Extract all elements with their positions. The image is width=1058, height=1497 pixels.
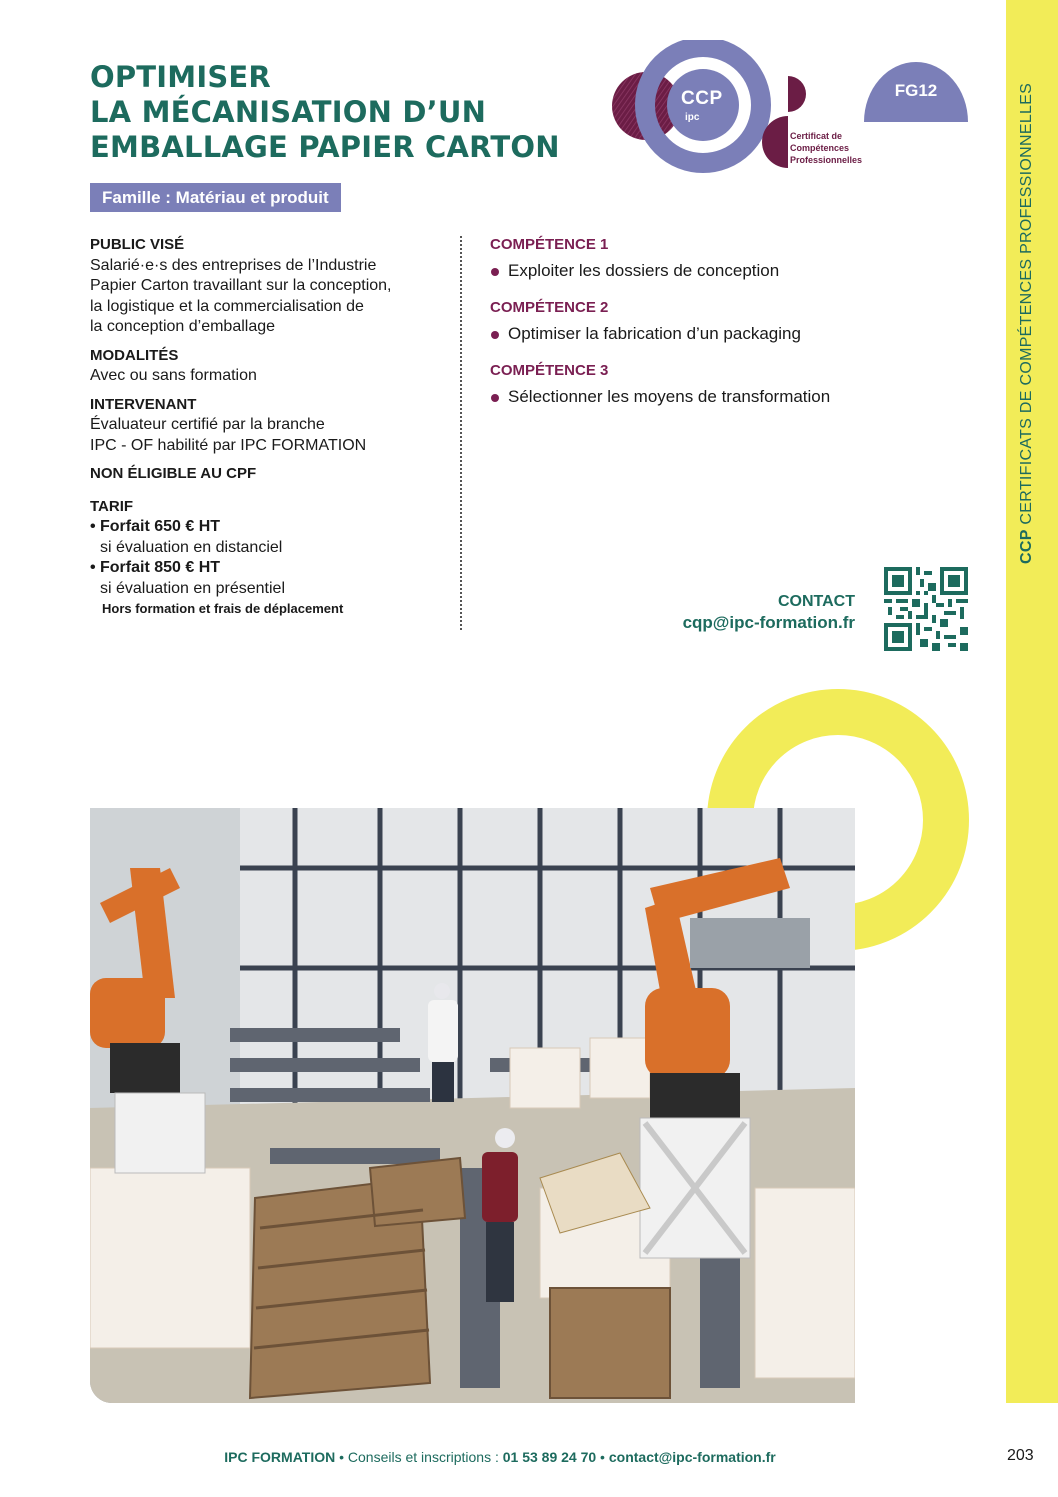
tarif-item: • Forfait 850 € HT bbox=[90, 559, 221, 576]
tarif-heading: TARIF bbox=[90, 497, 134, 515]
tarif-list bbox=[90, 517, 450, 620]
competences-column bbox=[490, 235, 910, 424]
modalites-heading: MODALITÉS bbox=[90, 346, 179, 364]
footer-brand: IPC FORMATION bbox=[224, 1449, 336, 1465]
contact-block bbox=[683, 592, 855, 634]
famille-badge: Famille : Matériau et produit bbox=[90, 183, 341, 212]
logo-ccp-text: CCP bbox=[681, 88, 723, 109]
footer-phone[interactable]: 01 53 89 24 70 bbox=[502, 1449, 597, 1465]
footer-email-link[interactable]: contact@ipc-formation.fr bbox=[608, 1449, 776, 1465]
competence-heading: COMPÉTENCE 2 bbox=[490, 299, 609, 316]
tarif-footnote: Hors formation et frais de déplacement bbox=[102, 601, 344, 616]
contact-email-link[interactable]: cqp@ipc-formation.fr bbox=[682, 613, 855, 632]
page-title: OPTIMISER LA MÉCANISATION D’UN EMBALLAGE PAPIER CARTON bbox=[90, 60, 560, 164]
intervenant-heading: INTERVENANT bbox=[90, 395, 197, 413]
sidebar-title: CCP CERTIFICATS DE COMPÉTENCES PROFESSIONNELLES bbox=[1018, 82, 1035, 564]
tarif-note: si évaluation en distanciel bbox=[100, 538, 283, 556]
public-text: Salarié·e·s des entreprises de l’Industrie Papier Carton travaillant sur la conception, la logistique et la commercialisation de la conception d’emballage bbox=[90, 256, 392, 335]
column-divider bbox=[460, 236, 462, 630]
bullet-icon bbox=[491, 331, 499, 339]
competence-heading: COMPÉTENCE 3 bbox=[490, 362, 609, 379]
page-number: 203 bbox=[1007, 1447, 1034, 1464]
bullet-icon bbox=[491, 268, 499, 276]
footer: IPC FORMATION • Conseils et inscriptions : 01 53 89 24 70 • contact@ipc-formation.fr bbox=[224, 1449, 776, 1465]
tarif-note: si évaluation en présentiel bbox=[100, 579, 286, 597]
cpf-heading: NON ÉLIGIBLE AU CPF bbox=[90, 465, 257, 482]
code-badge: FG12 bbox=[864, 62, 968, 122]
competence-item: Optimiser la fabrication d’un packaging bbox=[490, 322, 910, 345]
competence-item: Sélectionner les moyens de transformation bbox=[490, 385, 910, 408]
public-heading: PUBLIC VISÉ bbox=[90, 236, 185, 253]
logo-caption: Certificat de Compétences Professionnelles bbox=[790, 131, 863, 165]
qr-code-icon[interactable] bbox=[884, 566, 968, 652]
competence-heading: COMPÉTENCE 1 bbox=[490, 236, 609, 253]
contact-label: CONTACT bbox=[777, 593, 855, 610]
tarif-item: • Forfait 650 € HT bbox=[90, 518, 221, 535]
footer-text: • Conseils et inscriptions : bbox=[335, 1449, 503, 1465]
logo-ipc-text: ipc bbox=[685, 112, 700, 123]
competence-item: Exploiter les dossiers de conception bbox=[490, 259, 910, 282]
bullet-icon bbox=[491, 394, 499, 402]
modalites-text: Avec ou sans formation bbox=[90, 367, 257, 384]
intervenant-text: Évaluateur certifié par la branche IPC - OF habilité par IPC FORMATION bbox=[90, 416, 367, 454]
factory-photo bbox=[90, 808, 855, 1403]
info-column bbox=[90, 235, 450, 620]
